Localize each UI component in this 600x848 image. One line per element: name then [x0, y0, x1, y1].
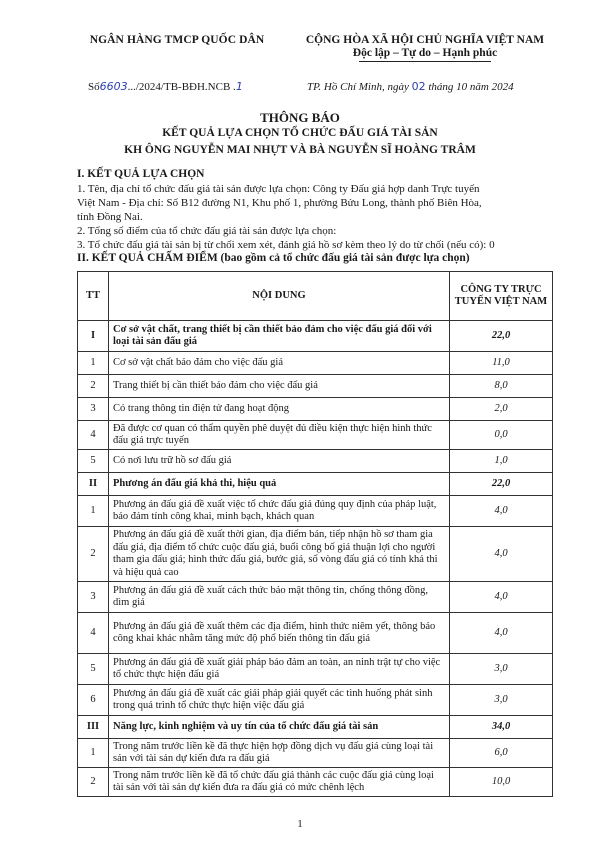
row-content: Trong năm trước liền kề đã tổ chức đấu giá thành các cuộc đấu giá cùng loại tài sản với tài sản dự kiến đưa ra đấu giá có mức chênh lệch [109, 768, 450, 797]
row-content: Có nơi lưu trữ hồ sơ đấu giá [109, 450, 450, 473]
notice-subtitle: KẾT QUẢ LỰA CHỌN TỔ CHỨC ĐẤU GIÁ TÀI SẢN [162, 127, 438, 139]
table-row [78, 716, 553, 739]
notice-subtitle-2: KH ÔNG NGUYỄN MAI NHỰT VÀ BÀ NGUYỄN SĨ HOÀNG TRÂM [124, 144, 476, 156]
section-1-item-1b: Việt Nam - Địa chỉ: Số B12 đường N1, Khu phố 1, phường Bửu Long, thành phố Biên Hòa, [77, 197, 482, 209]
row-score: 10,0 [450, 768, 553, 797]
row-tt: III [78, 716, 109, 739]
row-tt: 3 [78, 582, 109, 613]
place-suffix: tháng 10 năm 2024 [428, 81, 514, 93]
row-content: Cơ sở vật chất, trang thiết bị cần thiết bảo đảm cho việc đấu giá đối với loại tài sản đấu giá [109, 321, 450, 352]
row-tt: I [78, 321, 109, 352]
row-score: 4,0 [450, 582, 553, 613]
row-content: Phương án đấu giá đề xuất cách thức bảo mật thông tin, chống thông đồng, dìm giá [109, 582, 450, 613]
national-motto: Độc lập – Tự do – Hạnh phúc [352, 47, 498, 59]
row-content: Đã được cơ quan có thẩm quyền phê duyệt đủ điều kiện thực hiện hình thức đấu giá trực tuyến [109, 421, 450, 450]
row-content: Có trang thông tin điện tử đang hoạt động [109, 398, 450, 421]
doc-number-prefix: Số [88, 81, 100, 93]
row-tt: 2 [78, 768, 109, 797]
header-tt: TT [78, 272, 109, 321]
header-content: NỘI DUNG [109, 272, 450, 321]
row-score: 8,0 [450, 375, 553, 398]
row-score: 22,0 [450, 321, 553, 352]
table-row [78, 654, 553, 685]
table-row [78, 739, 553, 768]
row-content: Năng lực, kinh nghiệm và uy tín của tổ chức đấu giá tài sản [109, 716, 450, 739]
row-content: Phương án đấu giá đề xuất việc tổ chức đấu giá đúng quy định của pháp luật, bảo đảm tính công khai, minh bạch, khách quan [109, 496, 450, 527]
section-2-heading: II. KẾT QUẢ CHẤM ĐIỂM (bao gồm cả tổ chức đấu giá tài sản được lựa chọn) [77, 252, 470, 264]
row-tt: 4 [78, 421, 109, 450]
table-row [78, 375, 553, 398]
row-tt: II [78, 473, 109, 496]
issuer-block [62, 34, 292, 46]
row-score: 2,0 [450, 398, 553, 421]
score-table [77, 271, 553, 797]
row-content: Cơ sở vật chất bảo đảm cho việc đấu giá [109, 352, 450, 375]
table-row [78, 398, 553, 421]
table-row [78, 768, 553, 797]
doc-number-handwritten: 6603 [99, 80, 128, 93]
row-content: Phương án đấu giá đề xuất thời gian, địa điểm bán, tiếp nhận hồ sơ tham gia đấu giá, địa điểm tổ chức cuộc đấu giá, buổi công bố giá thuận lợi cho người tham gia đấu giá; hình thức đấu giá, bước giá, số vòng đấu giá có tính khả thi và hiệu quả cao [109, 527, 450, 582]
table-row [78, 613, 553, 654]
row-score: 22,0 [450, 473, 553, 496]
row-score: 1,0 [450, 450, 553, 473]
row-score: 4,0 [450, 613, 553, 654]
row-tt: 5 [78, 654, 109, 685]
document-number [88, 80, 243, 93]
row-content: Phương án đấu giá đề xuất thêm các địa điểm, hình thức niêm yết, thông báo công khai khác nhằm tăng mức độ phổ biến thông tin đấu giá [109, 613, 450, 654]
row-content: Phương án đấu giá khả thi, hiệu quả [109, 473, 450, 496]
republic-name: CỘNG HÒA XÃ HỘI CHỦ NGHĨA VIỆT NAM [305, 34, 545, 46]
row-tt: 5 [78, 450, 109, 473]
notice-title: THÔNG BÁO [260, 110, 340, 125]
row-tt: 2 [78, 375, 109, 398]
doc-number-suffix-hand: 1 [235, 80, 243, 93]
place-prefix: TP. Hồ Chí Minh, ngày [307, 81, 409, 93]
bank-name: NGÂN HÀNG TMCP QUỐC DÂN [89, 34, 265, 46]
row-content: Phương án đấu giá đề xuất các giải pháp giải quyết các tình huống phát sinh trong quá trình tổ chức thực hiện việc đấu giá [109, 685, 450, 716]
table-row [78, 582, 553, 613]
row-score: 11,0 [450, 352, 553, 375]
table-header-row [78, 272, 553, 321]
place-and-date [307, 80, 514, 93]
row-score: 3,0 [450, 654, 553, 685]
row-tt: 2 [78, 527, 109, 582]
table-row [78, 473, 553, 496]
row-score: 34,0 [450, 716, 553, 739]
section-1-heading: I. KẾT QUẢ LỰA CHỌN [77, 168, 205, 180]
table-row [78, 450, 553, 473]
national-header [290, 34, 560, 62]
row-tt: 6 [78, 685, 109, 716]
row-tt: 1 [78, 352, 109, 375]
section-1-item-1a: 1. Tên, địa chỉ tổ chức đấu giá tài sản được lựa chọn: Công ty Đấu giá hợp danh Trực tuyến [77, 183, 480, 195]
table-row [78, 352, 553, 375]
table-row [78, 685, 553, 716]
day-handwritten: 02 [411, 80, 426, 93]
row-content: Phương án đấu giá đề xuất giải pháp bảo đảm an toàn, an ninh trật tự cho việc tổ chức thực hiện đấu giá [109, 654, 450, 685]
row-score: 0,0 [450, 421, 553, 450]
row-score: 3,0 [450, 685, 553, 716]
section-1-item-2: 2. Tổng số điểm của tổ chức đấu giá tài sản được lựa chọn: [77, 225, 337, 237]
row-content: Trong năm trước liền kề đã thực hiện hợp đồng dịch vụ đấu giá cùng loại tài sản với tài sản dự kiến đưa ra đấu giá [109, 739, 450, 768]
row-content: Trang thiết bị cần thiết bảo đảm cho việc đấu giá [109, 375, 450, 398]
row-score: 4,0 [450, 496, 553, 527]
page-number: 1 [297, 818, 303, 830]
row-tt: 3 [78, 398, 109, 421]
table-row [78, 321, 553, 352]
header-company: CÔNG TY TRỰC TUYẾN VIỆT NAM [450, 272, 553, 321]
row-tt: 1 [78, 739, 109, 768]
section-1-item-3: 3. Tổ chức đấu giá tài sản bị từ chối xem xét, đánh giá hồ sơ kèm theo lý do từ chối (nếu có): 0 [77, 239, 495, 251]
doc-number-suffix: .../2024/TB-BĐH.NCB . [127, 81, 236, 93]
table-row [78, 527, 553, 582]
motto-underline [359, 61, 491, 62]
section-1-item-1c: tỉnh Đồng Nai. [77, 211, 143, 223]
table-row [78, 496, 553, 527]
row-tt: 1 [78, 496, 109, 527]
row-score: 6,0 [450, 739, 553, 768]
row-score: 4,0 [450, 527, 553, 582]
row-tt: 4 [78, 613, 109, 654]
table-row [78, 421, 553, 450]
